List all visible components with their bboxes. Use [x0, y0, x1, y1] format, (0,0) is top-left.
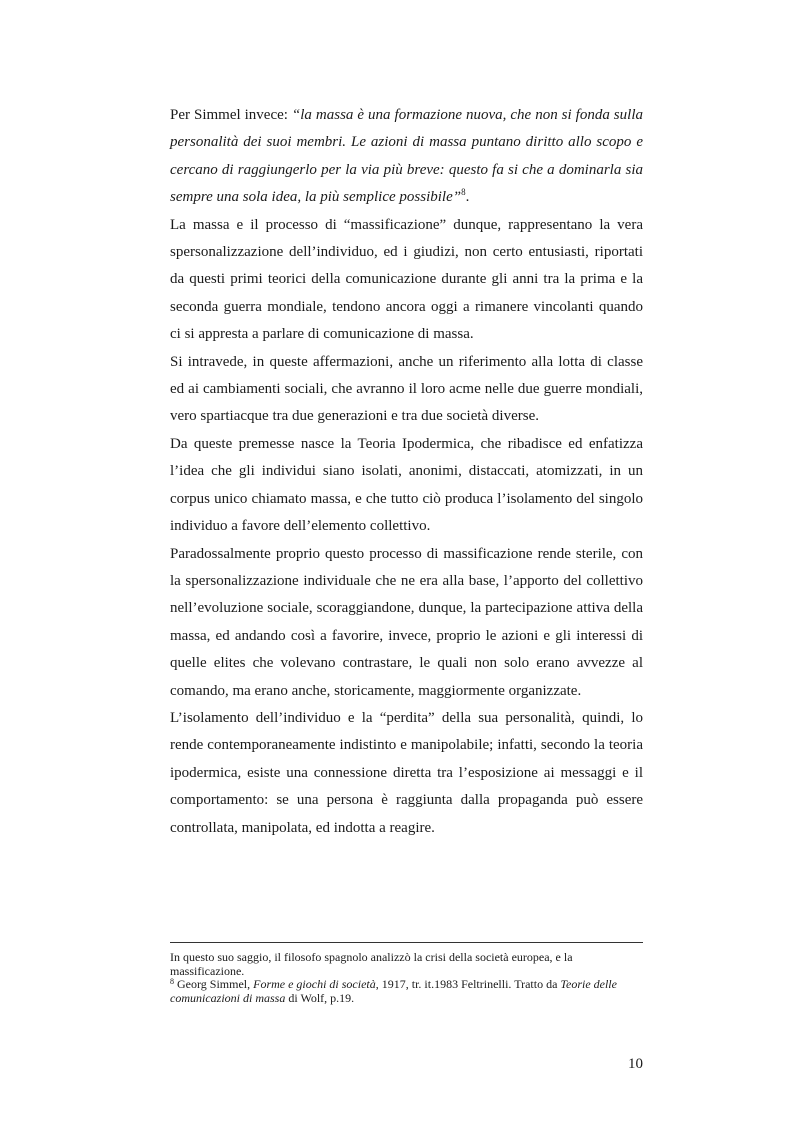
footnote-8	[170, 978, 643, 1005]
footnote-divider	[170, 942, 643, 943]
page-body	[170, 102, 643, 842]
paragraph-isolamento: L’isolamento dell’individuo e la “perdita” della sua personalità, quindi, lo rende contemporaneamente indistinto e manipolabile; infatti, secondo la teoria ipodermica, esiste una connessione diretta tra l’esposizione ai messaggi e il comportamento: se una persona è raggiunta dalla propaganda può essere controllata, manipolata, ed indotta a reagire.	[170, 709, 643, 836]
paragraph-teoria-ipodermica: Da queste premesse nasce la Teoria Ipodermica, che ribadisce ed enfatizza l’idea che gli individui siano isolati, anonimi, distaccati, atomizzati, in un corpus unico chiamato massa, e che tutto ciò produca l’isolamento del singolo individuo a favore dell’elemento collettivo.	[170, 435, 643, 535]
footnote-8-source-tail: di Wolf, p.19.	[285, 990, 355, 1005]
page-number: 10	[628, 1056, 643, 1072]
quote-lead: Per Simmel invece:	[170, 107, 292, 123]
paragraph-paradosso: Paradossalmente proprio questo processo di massificazione rende sterile, con la spersonalizzazione individuale che ne era alla base, l’apporto del collettivo nell’evoluzione sociale, scoraggiandone, dunque, la partecipazione attiva della massa, ed andando così a favorire, invece, proprio le azioni e gli interessi di quelle elites che volevano contrastare, le quali non solo erano avvezze al comando, ma erano anche, storicamente, maggiormente organizzate.	[170, 545, 643, 699]
footnote-continued: In questo suo saggio, il filosofo spagnolo analizzò la crisi della società europea, e la massificazione.	[170, 950, 573, 978]
footnote-ref-8[interactable]: 8	[461, 187, 466, 198]
paragraph-lotta-di-classe: Si intravede, in queste affermazioni, anche un riferimento alla lotta di classe ed ai cambiamenti sociali, che avranno il loro acme nelle due guerre mondiali, vero spartiacque tra due generazioni e tra due società diverse.	[170, 353, 643, 425]
footnote-8-details: , 1917, tr. it.1983 Feltrinelli. Tratto da	[375, 977, 561, 992]
paragraph-massificazione: La massa e il processo di “massificazione” dunque, rappresentano la vera spersonalizzazione dell’individuo, ed i giudizi, non certo entusiasti, riportati da questi primi teorici della comunicazione durante gli anni tra la prima e la seconda guerra mondiale, tendono ancora oggi a rimanere vincolanti quando ci si appresta a parlare di comunicazione di massa.	[170, 216, 643, 343]
simmel-quote: “la massa è una formazione nuova, che non si fonda sulla personalità dei suoi membri. Le azioni di massa puntano diritto allo scopo e cercano di raggiungerlo per la via più breve: questo fa si che a dominarla sia sempre una sola idea, la più semplice possibile”	[170, 107, 643, 206]
footnote-8-number: 8	[170, 977, 174, 987]
footnote-8-source-title: Teorie delle comunicazioni di massa	[170, 977, 617, 1005]
footnote-8-author: Georg Simmel,	[174, 977, 254, 992]
paragraph-simmel-quote	[170, 102, 643, 212]
footnotes	[170, 951, 643, 1005]
quote-tail: .	[465, 189, 470, 206]
footnote-8-title: Forme e giochi di società	[253, 977, 376, 992]
